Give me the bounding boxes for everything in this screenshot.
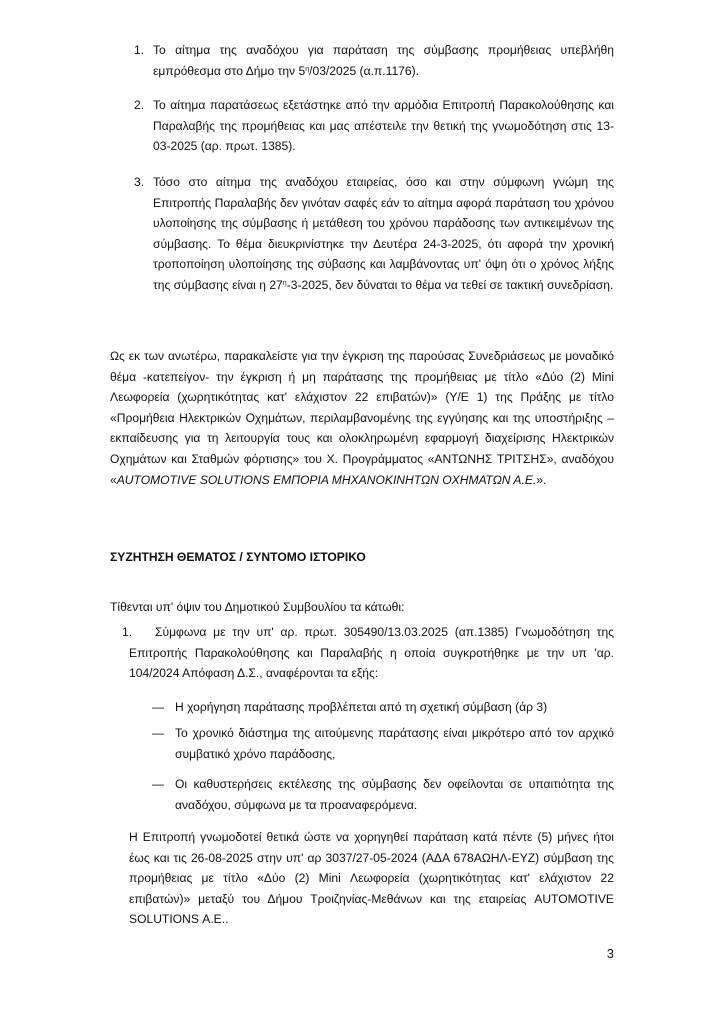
list-item-number: 1.	[134, 43, 145, 57]
superscript: η	[282, 279, 287, 287]
page-number: 3	[606, 946, 614, 961]
dash-marker: —	[152, 777, 165, 791]
list-item	[153, 40, 614, 81]
dash-item: Οι καθυστερήσεις εκτέλεσης της σύμβασης δεν οφείλονται σε υπαιτιότητα της αναδόχου, σύμφωνα με τα προαναφερόμενα.	[175, 777, 614, 812]
company-name: AUTOMOTIVE SOLUTIONS ΕΜΠΟΡΙΑ ΜΗΧΑΝΟΚΙΝΗΤΩΝ ΟΧΗΜΑΤΩΝ Α.Ε.	[116, 472, 537, 487]
dash-item: Η χορήγηση παράτασης προβλέπεται από τη σχετική σύμβαση (άρ 3)	[175, 700, 548, 714]
list-item-text: -3-2025, δεν δύναται το θέμα να τεθεί σε τακτική συνεδρίαση.	[286, 277, 614, 292]
request-text: Ως εκ των ανωτέρω, παρακαλείστε για την έγκριση της παρούσας Συνεδριάσεως με μοναδικό θέμα -κατεπείγον- την έγκριση ή μη παράτασης της προμήθειας με τίτλο «Δύο (2) Mini Λεωφορεία (χωρητικότητας κατ' ελάχιστον 22 επιβατών)» (Υ/Ε 1) της Πράξης με τίτλο «Προμήθεια Ηλεκτρικών Οχημάτων, περιλαμβανομένης της εγγύησης και της υποστήριξης – εκπαίδευσης για τη λειτουργία τους και ολοκληρωμένη εφαρμογή διαχείρισης Ηλεκτρικών Οχημάτων και Σταθμών φόρτισης» του Χ. Προγράμματος «ΑΝΤΩΝΗΣ ΤΡΙΤΣΗΣ», αναδόχου «	[110, 349, 614, 487]
list-item: Σύμφωνα με την υπ' αρ. πρωτ. 305490/13.03.2025 (απ.1385) Γνωμοδότηση της Επιτροπής Παρακολούθησης και Παραλαβής η οποία συγκροτήθηκε με την υπ 'αρ. 104/2024 Απόφαση Δ.Σ., αναφέρονται τα εξής:	[129, 625, 614, 681]
list-item-number: 3.	[134, 175, 145, 189]
list-item-text: Το αίτημα της αναδόχου για παράταση της σύμβασης προμήθειας υπεβλήθη εμπρόθεσμα στο Δήμο την 5	[153, 43, 614, 78]
request-closing: ».	[536, 472, 547, 487]
list-item-text: Τόσο στο αίτημα της αναδόχου εταιρείας, όσο και στην σύμφωνη γνώμη της Επιτροπής Παραλαβής δεν γινόταν σαφές εάν το αίτημα αφορά παράταση του χρόνου υλοποίησης της σύμβασης ή μετάθεση του χρόνου παράδοσης των αντικειμένων της σύμβασης. Το θέμα διευκρινίστηκε την Δευτέρα 24-3-2025, ότι αφορά την χρονική τροποποίηση υλοποίησης της σύβασης και λαμβάνοντας υπ' όψη ότι ο χρόνος λήξης της σύμβασης είναι η 27	[153, 175, 614, 292]
list-item-number: 2.	[134, 98, 145, 112]
superscript: η	[305, 65, 310, 73]
conclusion-paragraph: Η Επιτροπή γνωμοδοτεί θετικά ώστε να χορηγηθεί παράταση κατά πέντε (5) μήνες ήτοι έως και τις 26-08-2025 στην υπ' αρ 3037/27-05-2024 (ΑΔΑ 678ΑΩΗΛ-ΕΥΖ) σύμβαση της προμήθειας με τίτλο «Δύο (2) Mini Λεωφορεία (χωρητικότητας κατ' ελάχιστον 22 επιβατών)» μεταξύ του Δήμου Τροιζηνίας-Μεθάνων και της εταιρείας AUTOMOTIVE SOLUTIONS Α.Ε..	[129, 830, 614, 927]
section-heading: ΣΥΖΗΤΗΣΗ ΘΕΜΑΤΟΣ / ΣΥΝΤΟΜΟ ΙΣΤΟΡΙΚΟ	[110, 550, 366, 564]
list-item-text: /03/2025 (α.π.1176).	[309, 63, 420, 78]
dash-marker: —	[152, 726, 165, 740]
list-item	[153, 172, 614, 296]
request-paragraph	[110, 346, 614, 490]
dash-marker: —	[152, 700, 165, 714]
list-item-number: 1.	[122, 625, 133, 639]
dash-item: Το χρονικό διάστημα της αιτούμενης παράτασης είναι μικρότερο από τον αρχικό συμβατικό χρόνο παράδοσης,	[175, 726, 614, 761]
intro-line: Τίθενται υπ' όψιν του Δημοτικού Συμβουλίου τα κάτωθι:	[110, 600, 405, 614]
list-item: Το αίτημα παρατάσεως εξετάστηκε από την αρμόδια Επιτροπή Παρακολούθησης και Παραλαβής της προμήθειας και μας απέστειλε την θετική της γνωμοδότηση στις 13-03-2025 (αρ. πρωτ. 1385).	[153, 98, 614, 154]
